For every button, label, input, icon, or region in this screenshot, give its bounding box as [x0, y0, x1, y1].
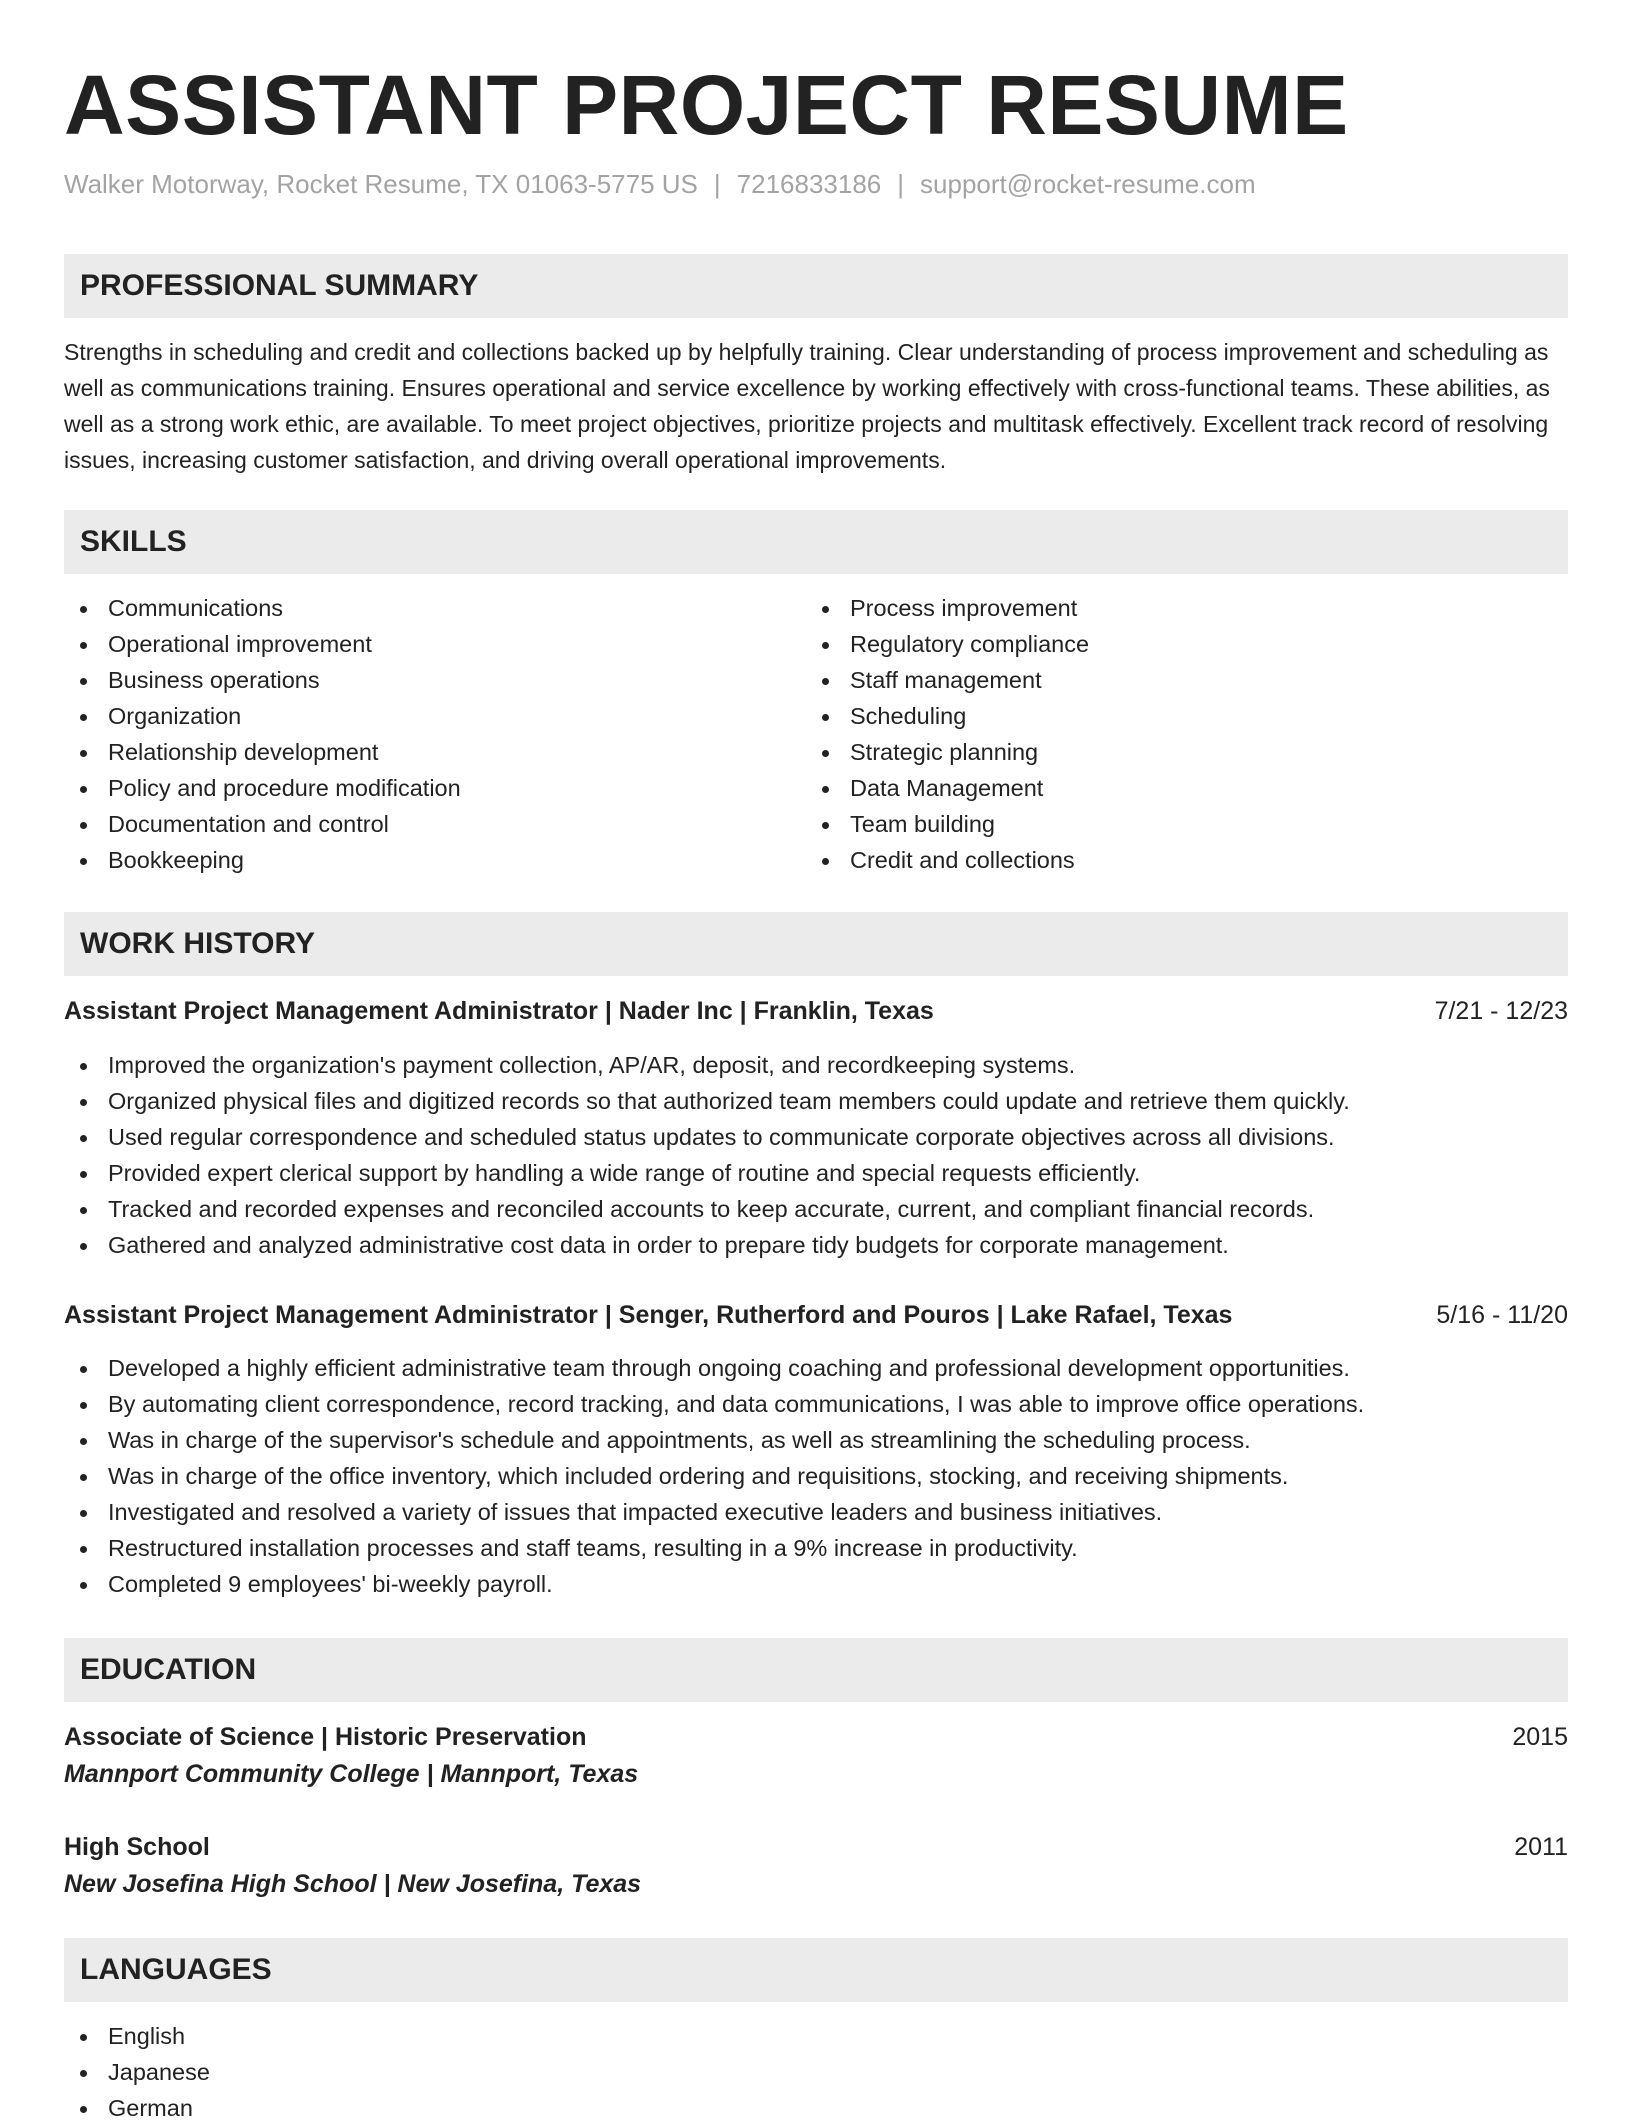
skill-item: Operational improvement [64, 626, 804, 662]
skill-item: Data Management [806, 770, 1546, 806]
job-bullet: Completed 9 employees' bi-weekly payroll. [64, 1566, 1568, 1602]
job-bullet: By automating client correspondence, record tracking, and data communications, I was able to improve office operations. [64, 1386, 1568, 1422]
skill-item: Scheduling [806, 698, 1546, 734]
language-item: English [64, 2018, 804, 2054]
job-title: Assistant Project Management Administrator | Nader Inc | Franklin, Texas [64, 997, 934, 1025]
job-bullet: Provided expert clerical support by handling a wide range of routine and special requests efficiently. [64, 1155, 1568, 1191]
job-bullet: Restructured installation processes and staff teams, resulting in a 9% increase in productivity. [64, 1530, 1568, 1566]
section-heading-skills: SKILLS [64, 510, 1568, 574]
skill-item: Strategic planning [806, 734, 1546, 770]
job-bullets [64, 1350, 1568, 1602]
education-degree: Associate of Science | Historic Preservation [64, 1723, 587, 1751]
section-heading-education: EDUCATION [64, 1638, 1568, 1702]
job-bullet: Used regular correspondence and scheduled status updates to communicate corporate objectives across all divisions. [64, 1119, 1568, 1155]
skill-item: Regulatory compliance [806, 626, 1546, 662]
education-school: Mannport Community College | Mannport, Texas [64, 1760, 639, 1788]
skill-item: Organization [64, 698, 804, 734]
skill-item: Bookkeeping [64, 842, 804, 878]
job-bullet: Gathered and analyzed administrative cost data in order to prepare tidy budgets for corporate management. [64, 1227, 1568, 1263]
job-dates: 5/16 - 11/20 [1436, 1301, 1568, 1329]
contact-separator: | [897, 169, 905, 199]
contact-email[interactable]: support@rocket-resume.com [920, 169, 1256, 199]
section-heading-summary: PROFESSIONAL SUMMARY [64, 254, 1568, 318]
summary-text: Strengths in scheduling and credit and collections backed up by helpfully training. Clear understanding of process improvement and scheduling as well as communications training. Ensures operational and service excellence by working effectively with cross-functional teams. These abilities, as well as a strong work ethic, are available. To meet project objectives, prioritize projects and multitask effectively. Excellent track record of resolving issues, increasing customer satisfaction, and driving overall operational improvements. [64, 339, 1550, 473]
job-bullet: Improved the organization's payment collection, AP/AR, deposit, and recordkeeping systems. [64, 1047, 1568, 1083]
languages-list [64, 2018, 804, 2126]
job-bullet: Organized physical files and digitized records so that authorized team members could update and retrieve them quickly. [64, 1083, 1568, 1119]
skills-list-right [806, 590, 1546, 878]
contact-address: Walker Motorway, Rocket Resume, TX 01063-5775 US [64, 169, 698, 199]
language-item: Japanese [64, 2054, 804, 2090]
job-bullet: Investigated and resolved a variety of issues that impacted executive leaders and business initiatives. [64, 1494, 1568, 1530]
skill-item: Business operations [64, 662, 804, 698]
language-item: German [64, 2090, 804, 2126]
skill-item: Communications [64, 590, 804, 626]
resume-title: ASSISTANT PROJECT RESUME [64, 58, 1349, 152]
education-year: 2011 [1514, 1833, 1568, 1861]
job-title: Assistant Project Management Administrator | Senger, Rutherford and Pouros | Lake Rafael, Texas [64, 1301, 1233, 1329]
skill-item: Process improvement [806, 590, 1546, 626]
contact-separator: | [713, 169, 721, 199]
job-bullet: Was in charge of the office inventory, which included ordering and requisitions, stocking, and receiving shipments. [64, 1458, 1568, 1494]
section-heading-work-history: WORK HISTORY [64, 912, 1568, 976]
skill-item: Team building [806, 806, 1546, 842]
job-bullet: Was in charge of the supervisor's schedule and appointments, as well as streamlining the scheduling process. [64, 1422, 1568, 1458]
job-bullet: Developed a highly efficient administrative team through ongoing coaching and professional development opportunities. [64, 1350, 1568, 1386]
education-year: 2015 [1512, 1723, 1568, 1751]
skills-list-left [64, 590, 804, 878]
skill-item: Documentation and control [64, 806, 804, 842]
contact-line [64, 166, 1256, 202]
education-degree: High School [64, 1833, 210, 1861]
job-dates: 7/21 - 12/23 [1434, 997, 1568, 1025]
skill-item: Policy and procedure modification [64, 770, 804, 806]
job-bullet: Tracked and recorded expenses and reconciled accounts to keep accurate, current, and compliant financial records. [64, 1191, 1568, 1227]
education-school: New Josefina High School | New Josefina, Texas [64, 1870, 642, 1898]
skill-item: Relationship development [64, 734, 804, 770]
skill-item: Staff management [806, 662, 1546, 698]
contact-phone: 7216833186 [736, 169, 882, 199]
job-bullets [64, 1047, 1568, 1263]
skill-item: Credit and collections [806, 842, 1546, 878]
section-heading-languages: LANGUAGES [64, 1938, 1568, 2002]
